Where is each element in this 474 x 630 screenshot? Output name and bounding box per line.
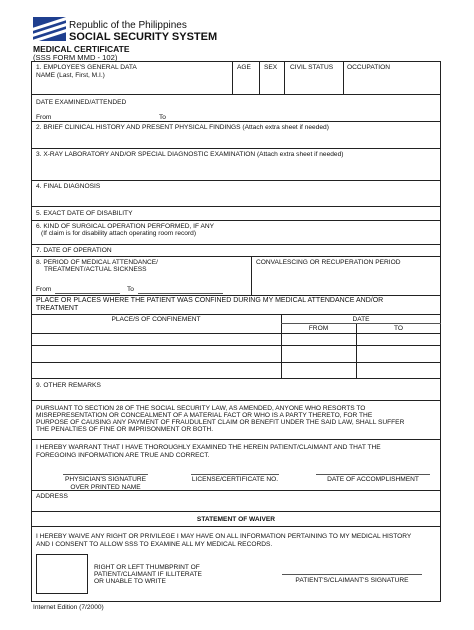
q7-label: 7. DATE OF OPERATION [36,247,112,254]
q8-label-2: TREATMENT/ACTUAL SICKNESS [44,266,147,273]
q4-label: 4. FINAL DIAGNOSIS [36,183,101,190]
date-examined-from: From [36,114,52,121]
q8-label: 8. PERIOD OF MEDICAL ATTENDANCE/ [36,259,159,266]
legal-line-4: THE PENALTIES OF FINE OR IMPRISONMENT OR BOTH. [36,426,214,433]
q2-label: 2. BRIEF CLINICAL HISTORY AND PRESENT PHYSICAL FINDINGS (Attach extra sheet if needed) [36,124,329,131]
thumbprint-label-3: OR UNABLE TO WRITE [94,578,166,585]
waiver-title: STATEMENT OF WAIVER [196,516,276,523]
civil-status-label: CIVIL STATUS [290,64,334,71]
patient-signature-label: PATIENT'S/CLAIMANT'S SIGNATURE [295,577,409,584]
date-header: DATE [352,316,370,323]
warrant-line-2: FOREGOING INFORMATION ARE TRUE AND CORRECT. [36,452,210,459]
date-to-header: TO [393,325,404,332]
q9-label: 9. OTHER REMARKS [36,382,101,389]
printed-name-label: OVER PRINTED NAME [70,484,141,491]
occupation-label: OCCUPATION [347,64,390,71]
sss-logo [33,17,66,41]
physician-signature-label: PHYSICIAN'S SIGNATURE [64,476,146,483]
employee-data-label: 1. EMPLOYEE'S GENERAL DATA [36,64,137,71]
sex-label: SEX [264,64,278,71]
warrant-line-1: I HEREBY WARRANT THAT I HAVE THOROUGHLY EXAMINED THE HEREIN PATIENT/CLAIMANT AND THAT THE [36,444,381,451]
q8-to: To [127,286,134,293]
legal-line-3: PURPOSE OF CAUSING ANY PAYMENT OF FRAUDULENT CLAIM OR BENEFIT UNDER THE SAID LAW, SHALL SUFFER [36,419,405,426]
convalescing-label: CONVALESCING OR RECUPERATION PERIOD [256,259,401,266]
thumbprint-label-1: RIGHT OR LEFT THUMBPRINT OF [94,564,200,571]
date-examined-label: DATE EXAMINED/ATTENDED [36,99,127,106]
waiver-line-2: AND I CONSENT TO ALLOW SSS TO EXAMINE ALL MY MEDICAL RECORDS. [36,541,273,548]
form-number: (SSS FORM MMD - 102) [33,53,118,62]
legal-line-2: MISREPRESENTATION OR CONCEALMENT OF A MATERIAL FACT OR WHO IS A PARTY THERETO, FOR THE [36,412,373,419]
thumbprint-box[interactable] [36,554,88,594]
place-header: PLACE/S OF CONFINEMENT [111,316,201,323]
q6-note: (If claim is for disability attach operating room record) [41,230,197,237]
document-title: MEDICAL CERTIFICATE [33,44,130,54]
license-label: LICENSE/CERTIFICATE NO. [191,476,279,483]
legal-line-1: PURSUANT TO SECTION 28 OF THE SOCIAL SECURITY LAW, AS AMENDED, ANYONE WHO RESORTS TO [36,405,366,412]
address-label: ADDRESS [36,493,68,500]
confinement-label-2: TREATMENT [36,305,79,312]
date-from-header: FROM [308,325,329,332]
thumbprint-label-2: PATIENT/CLAIMANT IF ILLITERATE [94,571,202,578]
edition-footer: Internet Edition (7/2000) [33,604,104,611]
confinement-label: PLACE OR PLACES WHERE THE PATIENT WAS CONFINED DURING MY MEDICAL ATTENDANCE AND/OR [36,297,384,304]
q5-label: 5. EXACT DATE OF DISABILITY [36,210,133,217]
q6-label: 6. KIND OF SURGICAL OPERATION PERFORMED, IF ANY [36,223,215,230]
accomplishment-date-label: DATE OF ACCOMPLISHMENT [327,476,419,483]
q8-from: From [36,286,52,293]
waiver-line-1: I HEREBY WAIVE ANY RIGHT OR PRIVILEGE I MAY HAVE ON ALL INFORMATION PERTAINING TO MY MEDICAL HISTORY [36,533,412,540]
date-examined-to: To [159,114,166,121]
name-label: NAME (Last, First, M.I.) [36,72,105,79]
q3-label: 3. X-RAY LABORATORY AND/OR SPECIAL DIAGNOSTIC EXAMINATION (Attach extra sheet if needed) [36,151,344,158]
age-label: AGE [237,64,251,71]
republic-text: Republic of the Philippines [69,20,187,31]
agency-name: SOCIAL SECURITY SYSTEM [69,31,218,43]
